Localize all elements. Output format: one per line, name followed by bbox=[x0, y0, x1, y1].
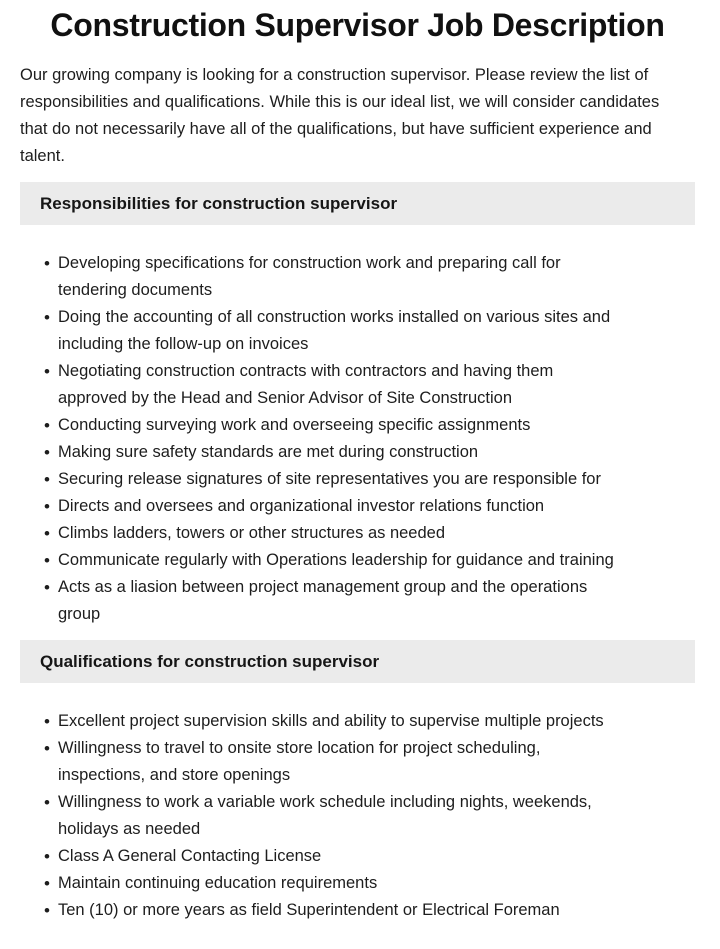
bullet-item: • Acts as a liasion between project management group and the operations group bbox=[20, 574, 695, 628]
bullet-item: • Class A General Contacting License bbox=[20, 843, 695, 870]
bullet-item: • Conducting surveying work and overseeing specific assignments bbox=[20, 412, 695, 439]
bullet-item: • Doing the accounting of all construction works installed on various sites and including the follow-up on invoices bbox=[20, 304, 695, 358]
job-section bbox=[20, 182, 695, 628]
bullet-item: • Directs and oversees and organizational investor relations function bbox=[20, 493, 695, 520]
bullet-list bbox=[20, 250, 695, 628]
bullet-item: • Communicate regularly with Operations leadership for guidance and training bbox=[20, 547, 695, 574]
bullet-item: • Making sure safety standards are met during construction bbox=[20, 439, 695, 466]
sections-container bbox=[20, 182, 695, 924]
bullet-item: • Ten (10) or more years as field Superintendent or Electrical Foreman bbox=[20, 897, 695, 924]
intro-paragraph: Our growing company is looking for a construction supervisor. Please review the list of responsibilities and qualifications. While this is our ideal list, we will consider candidates that do not necessarily have all of the qualifications, but have sufficient experience and talent. bbox=[20, 66, 660, 165]
section-heading: Qualifications for construction supervisor bbox=[20, 640, 695, 683]
bullet-item: • Developing specifications for construction work and preparing call for tendering documents bbox=[20, 250, 695, 304]
section-heading: Responsibilities for construction supervisor bbox=[20, 182, 695, 225]
bullet-item: • Securing release signatures of site representatives you are responsible for bbox=[20, 466, 695, 493]
bullet-item: • Willingness to work a variable work schedule including nights, weekends, holidays as needed bbox=[20, 789, 695, 843]
bullet-item: • Negotiating construction contracts with contractors and having them approved by the Head and Senior Advisor of Site Construction bbox=[20, 358, 695, 412]
bullet-list bbox=[20, 708, 695, 924]
page-title: Construction Supervisor Job Description bbox=[50, 7, 665, 43]
job-section bbox=[20, 640, 695, 924]
bullet-item: • Willingness to travel to onsite store location for project scheduling, inspections, and store openings bbox=[20, 735, 695, 789]
bullet-item: • Maintain continuing education requirements bbox=[20, 870, 695, 897]
bullet-item: • Climbs ladders, towers or other structures as needed bbox=[20, 520, 695, 547]
bullet-item: • Excellent project supervision skills and ability to supervise multiple projects bbox=[20, 708, 695, 735]
